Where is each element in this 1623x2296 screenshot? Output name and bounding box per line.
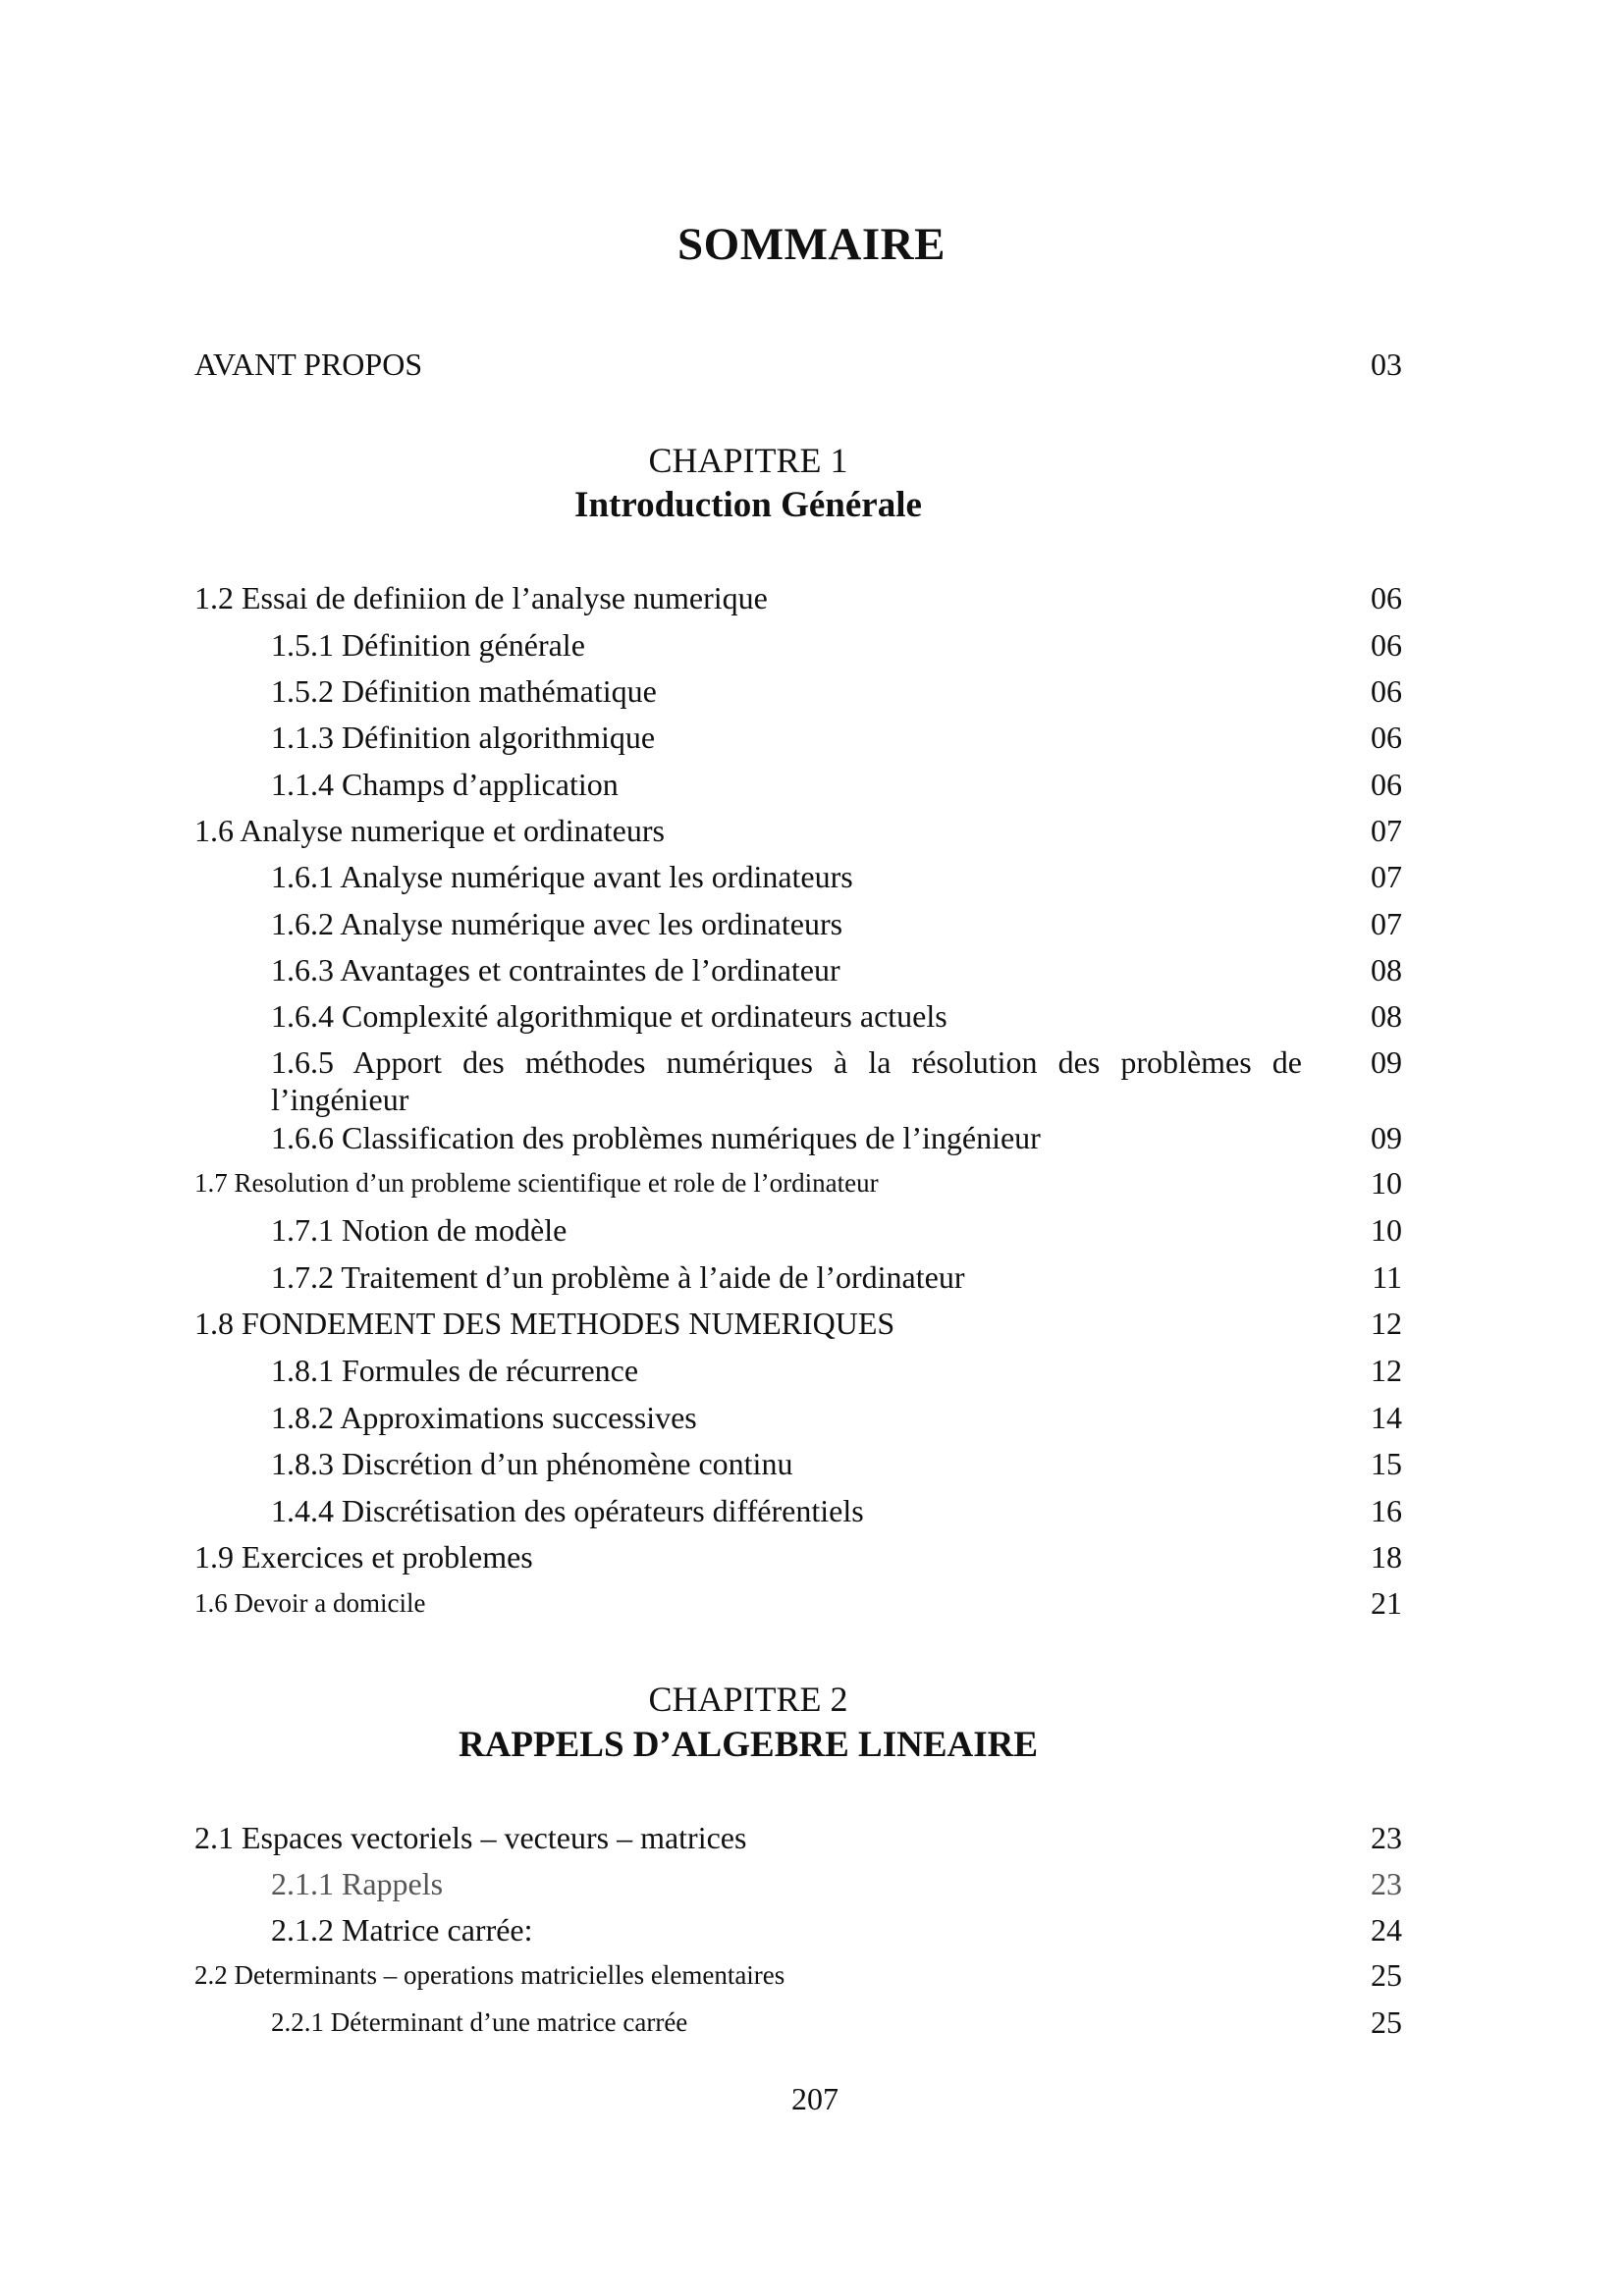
- toc-entry-label: 1.4.4 Discrétisation des opérateurs différentiels: [271, 1493, 864, 1528]
- toc-entry[interactable]: [194, 1952, 1402, 1998]
- toc-entry-label: 2.2.1 Déterminant d’une matrice carrée: [271, 2007, 688, 2037]
- toc-entry-label: AVANT PROPOS: [194, 347, 423, 382]
- toc-entry-page: 07: [1371, 813, 1402, 848]
- toc-entry-label: 1.6.5 Apport des méthodes numériques à la résolution des problèmes de l’ingénieur: [271, 1044, 1302, 1117]
- toc-entry-label: 1.8.2 Approximations successives: [271, 1400, 697, 1435]
- chapter-1-number: CHAPITRE 1: [648, 441, 848, 480]
- toc-entry-label: 2.1.1 Rappels: [271, 1866, 444, 1901]
- toc-entry-page: 23: [1371, 1866, 1402, 1901]
- toc-entry[interactable]: [194, 854, 1402, 899]
- toc-entry[interactable]: [194, 1534, 1402, 1579]
- page-title: SOMMAIRE: [677, 219, 946, 270]
- toc-entry[interactable]: [194, 715, 1402, 760]
- toc-entry[interactable]: [194, 808, 1402, 853]
- toc-entry-page: 08: [1371, 998, 1402, 1034]
- toc-entry[interactable]: [194, 575, 1402, 620]
- toc-entry-label: 2.1 Espaces vectoriels – vecteurs – matrices: [194, 1820, 747, 1855]
- toc-entry-page: 23: [1371, 1820, 1402, 1855]
- toc-entry-page: 07: [1371, 859, 1402, 894]
- toc-entry-label: 1.6 Devoir a domicile: [194, 1588, 426, 1618]
- chapter-2-title: RAPPELS D’ALGEBRE LINEAIRE: [458, 1725, 1039, 1765]
- toc-entry-page: 24: [1371, 1912, 1402, 1948]
- toc-entry-page: 21: [1371, 1585, 1402, 1621]
- toc-entry-page: 06: [1371, 580, 1402, 615]
- toc-entry[interactable]: [194, 901, 1402, 946]
- toc-entry-page: 15: [1371, 1446, 1402, 1481]
- toc-entry-page: 25: [1371, 2004, 1402, 2040]
- toc-entry-label: 1.8.3 Discrétion d’un phénomène continu: [271, 1446, 793, 1481]
- toc-entry-page: 06: [1371, 673, 1402, 709]
- toc-entry[interactable]: [194, 2000, 1402, 2045]
- toc-entry[interactable]: [194, 762, 1402, 807]
- footer-page-number: 207: [791, 2081, 839, 2116]
- toc-entry-label: 1.7 Resolution d’un probleme scientifique et role de l’ordinateur: [194, 1168, 879, 1198]
- toc-entry-page: 09: [1371, 1120, 1402, 1155]
- toc-entry[interactable]: [194, 1488, 1402, 1533]
- toc-entry-page: 12: [1371, 1306, 1402, 1341]
- toc-entry[interactable]: [194, 993, 1402, 1039]
- chapter-1-title: Introduction Générale: [574, 485, 922, 525]
- toc-entry-page: 10: [1371, 1212, 1402, 1248]
- toc-entry-label: 1.6.4 Complexité algorithmique et ordinateurs actuels: [271, 998, 947, 1034]
- toc-entry-label: 1.5.1 Définition générale: [271, 627, 585, 663]
- toc-entry-page: 06: [1371, 720, 1402, 755]
- toc-entry-label: 1.9 Exercices et problemes: [194, 1539, 533, 1575]
- toc-entry-page: 07: [1371, 906, 1402, 941]
- toc-entry-label: 1.6.2 Analyse numérique avec les ordinateurs: [271, 906, 843, 941]
- toc-entry-page: 09: [1371, 1044, 1402, 1080]
- toc-entry[interactable]: [194, 1255, 1402, 1300]
- toc-entry[interactable]: [194, 1395, 1402, 1440]
- toc-entry-page: 06: [1371, 627, 1402, 663]
- toc-entry[interactable]: [194, 1815, 1402, 1860]
- toc-entry-label: 1.7.1 Notion de modèle: [271, 1212, 568, 1248]
- toc-entry[interactable]: [194, 1115, 1402, 1160]
- toc-entry[interactable]: [194, 1207, 1402, 1253]
- toc-entry[interactable]: [194, 1907, 1402, 1952]
- toc-entry[interactable]: [194, 1441, 1402, 1486]
- toc-entry[interactable]: [194, 668, 1402, 714]
- toc-entry-label: 1.6 Analyse numerique et ordinateurs: [194, 813, 665, 848]
- toc-entry-label: 1.2 Essai de definiion de l’analyse numerique: [194, 580, 768, 615]
- toc-entry-page: 08: [1371, 952, 1402, 988]
- toc-entry-label: 1.6.1 Analyse numérique avant les ordinateurs: [271, 859, 853, 894]
- toc-entry[interactable]: [194, 1861, 1402, 1906]
- toc-entry-label: 1.1.4 Champs d’application: [271, 767, 619, 802]
- toc-entry[interactable]: [194, 1160, 1402, 1205]
- toc-entry-page: 25: [1371, 1957, 1402, 1993]
- toc-entry-label: 2.1.2 Matrice carrée:: [271, 1912, 533, 1948]
- toc-entry-label: 2.2 Determinants – operations matricielles elementaires: [194, 1960, 785, 1990]
- toc-entry[interactable]: [194, 1301, 1402, 1346]
- toc-entry-label: 1.8.1 Formules de récurrence: [271, 1353, 639, 1388]
- toc-entry[interactable]: [194, 622, 1402, 667]
- toc-entry-label: 1.1.3 Définition algorithmique: [271, 720, 656, 755]
- toc-entry-avant-propos[interactable]: [194, 342, 1402, 387]
- toc-entry-label: 1.6.3 Avantages et contraintes de l’ordinateur: [271, 952, 840, 988]
- toc-entry[interactable]: [194, 1348, 1402, 1393]
- toc-entry-page: 12: [1371, 1353, 1402, 1388]
- toc-entry[interactable]: [194, 947, 1402, 992]
- toc-entry-label: 1.8 FONDEMENT DES METHODES NUMERIQUES: [194, 1306, 895, 1341]
- toc-entry[interactable]: [194, 1580, 1402, 1626]
- toc-entry-page: 06: [1371, 767, 1402, 802]
- toc-entry-page: 14: [1371, 1400, 1402, 1435]
- toc-entry-page: 16: [1371, 1493, 1402, 1528]
- toc-entry-page: 11: [1372, 1259, 1402, 1295]
- toc-entry-label: 1.7.2 Traitement d’un problème à l’aide de l’ordinateur: [271, 1259, 965, 1295]
- toc-entry-page: 18: [1371, 1539, 1402, 1575]
- toc-entry-page: 03: [1371, 347, 1402, 382]
- chapter-2-number: CHAPITRE 2: [648, 1680, 848, 1719]
- toc-entry-label: 1.5.2 Définition mathématique: [271, 673, 657, 709]
- toc-entry-page: 10: [1371, 1165, 1402, 1201]
- toc-entry-label: 1.6.6 Classification des problèmes numériques de l’ingénieur: [271, 1120, 1041, 1155]
- toc-entry[interactable]: [194, 1040, 1402, 1117]
